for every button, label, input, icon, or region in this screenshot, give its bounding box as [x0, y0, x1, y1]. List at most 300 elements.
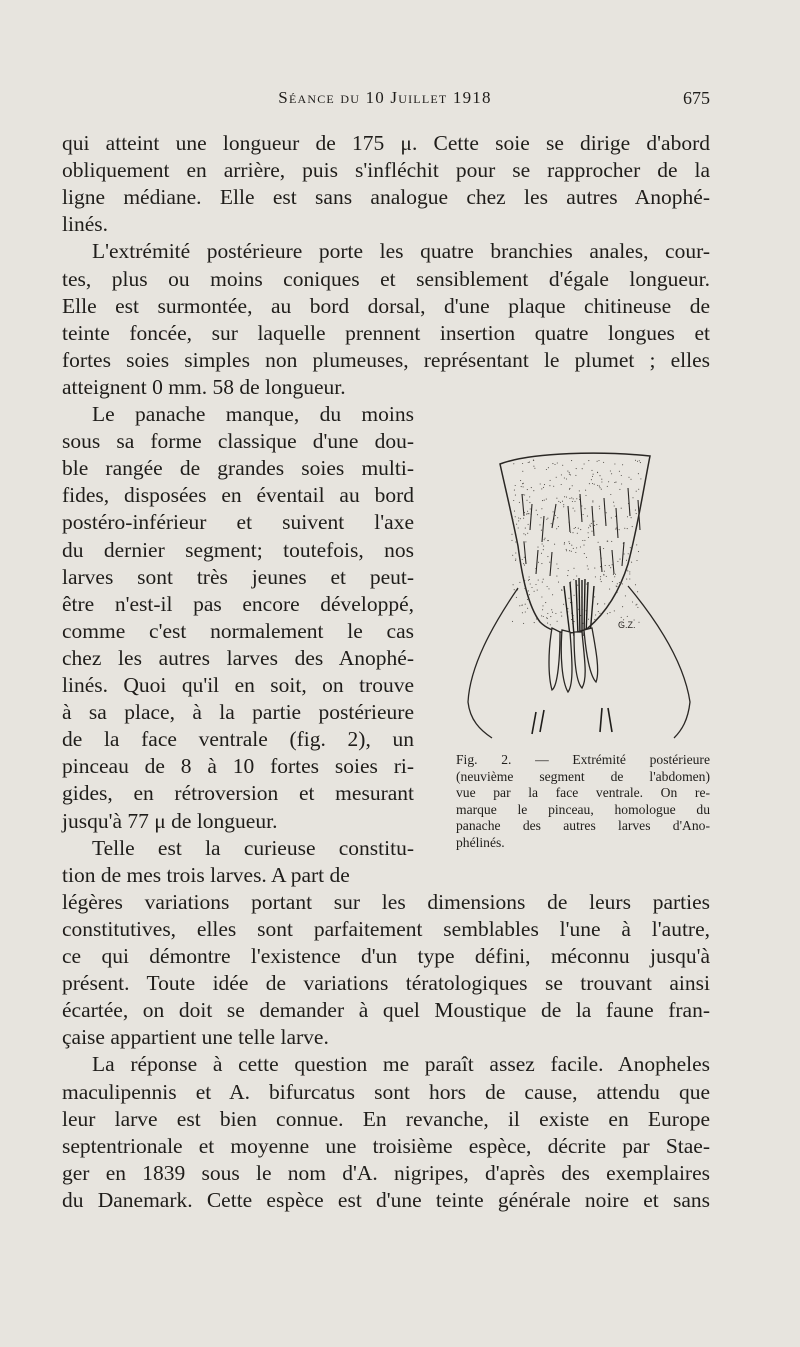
stipple-dot: [632, 497, 633, 498]
running-title: Séance du 10 Juillet 1918: [278, 88, 492, 107]
stipple-dot: [603, 462, 604, 463]
stipple-dot: [547, 613, 548, 614]
text-line: jusqu'à 77 μ de longueur.: [62, 808, 278, 833]
stipple-dot: [604, 603, 605, 604]
stipple-dot: [531, 487, 532, 488]
stipple-dot: [522, 471, 523, 472]
stipple-dot: [515, 516, 516, 517]
stipple-dot: [572, 501, 573, 502]
stipple-dot: [512, 555, 513, 556]
stipple-dot: [574, 595, 575, 596]
text-line: ligne médiane. Elle est sans analogue chez les autres Anophé-: [62, 185, 710, 210]
stipple-dot: [525, 541, 526, 542]
stipple-dot: [591, 470, 592, 471]
stipple-dot: [578, 528, 579, 529]
text-line: à sa place, à la partie postérieure: [62, 700, 414, 725]
stipple-dot: [611, 541, 612, 542]
stipple-dot: [555, 613, 556, 614]
stipple-dot: [629, 573, 630, 574]
stipple-dot: [573, 548, 574, 549]
stipple-dot: [583, 514, 584, 515]
text-line: être n'est-il pas encore développé,: [62, 591, 414, 616]
stipple-dot: [640, 478, 641, 479]
stipple-dot: [598, 460, 599, 461]
stipple-dot: [617, 583, 618, 584]
stipple-dot: [518, 527, 519, 528]
stipple-dot: [589, 483, 590, 484]
stipple-dot: [547, 623, 548, 624]
stipple-dot: [544, 500, 545, 501]
stipple-dot: [638, 551, 639, 552]
stipple-dot: [597, 604, 598, 605]
stipple-dot: [591, 531, 592, 532]
stipple-dot: [592, 476, 593, 477]
stipple-dot: [614, 482, 615, 483]
stipple-dot: [543, 549, 544, 550]
stipple-dot: [541, 596, 542, 597]
stipple-dot: [547, 556, 548, 557]
stipple-dot: [624, 528, 625, 529]
stipple-dot: [539, 524, 540, 525]
stipple-dot: [609, 589, 610, 590]
stipple-dot: [564, 542, 565, 543]
stipple-dot: [534, 622, 535, 623]
stipple-dot: [542, 543, 543, 544]
stipple-dot: [566, 497, 567, 498]
stipple-dot: [632, 601, 633, 602]
stipple-dot: [566, 549, 567, 550]
stipple-dot: [574, 501, 575, 502]
stipple-dot: [538, 562, 539, 563]
stipple-dot: [640, 462, 641, 463]
stipple-dot: [629, 578, 630, 579]
stipple-dot: [597, 472, 598, 473]
stipple-dot: [612, 564, 613, 565]
stipple-dot: [622, 583, 623, 584]
stipple-dot: [635, 510, 636, 511]
stipple-dot: [597, 461, 598, 462]
stipple-dot: [527, 608, 528, 609]
text-line: fides, disposées en éventail au bord: [62, 483, 414, 508]
stipple-dot: [576, 468, 577, 469]
text-line: gides, en rétroversion et mesurant: [62, 781, 414, 806]
stipple-dot: [529, 462, 530, 463]
stipple-dot: [637, 461, 638, 462]
stipple-dot: [584, 553, 585, 554]
stipple-dot: [626, 560, 627, 561]
stipple-dot: [601, 581, 602, 582]
stipple-dot: [515, 559, 516, 560]
stipple-dot: [512, 621, 513, 622]
stipple-dot: [621, 475, 622, 476]
stipple-dot: [588, 537, 589, 538]
stipple-dot: [621, 617, 622, 618]
stipple-dot: [601, 481, 602, 482]
stipple-dot: [585, 495, 586, 496]
stipple-dot: [575, 552, 576, 553]
stipple-dot: [561, 484, 562, 485]
stipple-dot: [595, 614, 596, 615]
stipple-dot: [547, 518, 548, 519]
stipple-dot: [513, 463, 514, 464]
stipple-dot: [635, 460, 636, 461]
stipple-dot: [557, 517, 558, 518]
stipple-dot: [571, 545, 572, 546]
stipple-dot: [553, 486, 554, 487]
stipple-dot: [584, 508, 585, 509]
stipple-dot: [519, 582, 520, 583]
stipple-dot: [628, 553, 629, 554]
stipple-dot: [525, 534, 526, 535]
stipple-dot: [541, 563, 542, 564]
text-line: septentrionale et moyenne une troisième espèce, décrite par Stae-: [62, 1133, 710, 1158]
stipple-dot: [580, 546, 581, 547]
stipple-dot: [573, 498, 574, 499]
stipple-dot: [587, 516, 588, 517]
stipple-dot: [628, 477, 629, 478]
stipple-dot: [574, 510, 575, 511]
stipple-dot: [519, 502, 520, 503]
stipple-dot: [522, 559, 523, 560]
stipple-dot: [577, 533, 578, 534]
stipple-dot: [550, 616, 551, 617]
stipple-dot: [630, 547, 631, 548]
stipple-dot: [600, 576, 601, 577]
stipple-dot: [608, 481, 609, 482]
stipple-dot: [514, 589, 515, 590]
stipple-dot: [607, 486, 608, 487]
stipple-dot: [558, 501, 559, 502]
stipple-dot: [549, 485, 550, 486]
stipple-dot: [562, 501, 563, 502]
stipple-dot: [568, 541, 569, 542]
stipple-dot: [522, 612, 523, 613]
stipple-dot: [554, 464, 555, 465]
caption-line: vue par la face ventrale. On re-: [456, 785, 710, 800]
stipple-dot: [563, 504, 564, 505]
stipple-dot: [611, 473, 612, 474]
stipple-dot: [534, 468, 535, 469]
stipple-dot: [571, 551, 572, 552]
stipple-dot: [607, 613, 608, 614]
stipple-dot: [519, 605, 520, 606]
stipple-dot: [573, 568, 574, 569]
stipple-dot: [576, 498, 577, 499]
stipple-dot: [599, 486, 600, 487]
stipple-dot: [566, 550, 567, 551]
stipple-dot: [588, 527, 589, 528]
stipple-dot: [630, 479, 631, 480]
stipple-dot: [541, 488, 542, 489]
stipple-dot: [561, 474, 562, 475]
stipple-dot: [611, 517, 612, 518]
stipple-dot: [564, 544, 565, 545]
text-line: linés.: [62, 212, 108, 237]
stipple-dot: [561, 589, 562, 590]
stipple-dot: [524, 565, 525, 566]
stipple-dot: [544, 538, 545, 539]
stipple-dot: [614, 610, 615, 611]
stipple-dot: [515, 541, 516, 542]
stipple-dot: [636, 544, 637, 545]
stipple-dot: [531, 587, 532, 588]
stipple-dot: [637, 607, 638, 608]
stipple-dot: [566, 478, 567, 479]
stipple-dot: [525, 604, 526, 605]
stipple-dot: [537, 547, 538, 548]
stipple-dot: [621, 508, 622, 509]
stipple-dot: [592, 501, 593, 502]
stipple-dot: [561, 612, 562, 613]
stipple-dot: [515, 560, 516, 561]
text-line: postéro-inférieur et suivent l'axe: [62, 510, 414, 535]
stipple-dot: [543, 546, 544, 547]
caption-line: Fig. 2. — Extrémité postérieure: [456, 752, 710, 767]
stipple-dot: [604, 571, 605, 572]
text-line: L'extrémité postérieure porte les quatre branchies anales, cour-: [92, 239, 710, 264]
stipple-dot: [541, 508, 542, 509]
stipple-dot: [513, 584, 514, 585]
stipple-dot: [533, 460, 534, 461]
stipple-dot: [580, 529, 581, 530]
stipple-dot: [544, 539, 545, 540]
stipple-dot: [514, 511, 515, 512]
stipple-dot: [638, 473, 639, 474]
caption-line: marque le pinceau, homologue du: [456, 801, 710, 817]
stipple-dot: [561, 616, 562, 617]
stipple-dot: [514, 490, 515, 491]
stipple-dot: [635, 584, 636, 585]
stipple-dot: [545, 602, 546, 603]
stipple-dot: [543, 616, 544, 617]
stipple-dot: [576, 575, 577, 576]
text-line: La réponse à cette question me paraît assez facile. Anopheles: [92, 1052, 710, 1077]
stipple-dot: [523, 563, 524, 564]
stipple-dot: [529, 579, 530, 580]
stipple-dot: [575, 527, 576, 528]
stipple-dot: [552, 594, 553, 595]
stipple-dot: [582, 540, 583, 541]
page-number: 675: [683, 88, 710, 108]
stipple-dot: [627, 570, 628, 571]
stipple-dot: [571, 497, 572, 498]
stipple-dot: [631, 562, 632, 563]
stipple-dot: [627, 516, 628, 517]
stipple-dot: [525, 528, 526, 529]
stipple-dot: [552, 463, 553, 464]
stipple-dot: [544, 484, 545, 485]
stipple-dot: [585, 490, 586, 491]
text-line: du dernier segment; toutefois, nos: [62, 537, 414, 562]
stipple-dot: [533, 466, 534, 467]
stipple-dot: [551, 609, 552, 610]
stipple-dot: [609, 565, 610, 566]
stipple-dot: [606, 576, 607, 577]
stipple-dot: [515, 485, 516, 486]
stipple-dot: [520, 518, 521, 519]
stipple-dot: [619, 582, 620, 583]
stipple-dot: [556, 498, 557, 499]
stipple-dot: [595, 576, 596, 577]
text-line: qui atteint une longueur de 175 μ. Cette soie se dirige d'abord: [62, 131, 710, 155]
stipple-dot: [592, 500, 593, 501]
stipple-dot: [554, 544, 555, 545]
stipple-dot: [638, 489, 639, 490]
stipple-dot: [521, 605, 522, 606]
stipple-dot: [541, 553, 542, 554]
stipple-dot: [526, 500, 527, 501]
stipple-dot: [537, 514, 538, 515]
text-line: leur larve est bien connue. En revanche, il existe en Europe: [62, 1106, 710, 1131]
stipple-dot: [516, 524, 517, 525]
stipple-dot: [569, 498, 570, 499]
stipple-dot: [607, 541, 608, 542]
stipple-dot: [639, 460, 640, 461]
stipple-dot: [511, 540, 512, 541]
stipple-dot: [547, 618, 548, 619]
text-line: ble rangée de grandes soies multi-: [62, 456, 414, 481]
stipple-dot: [533, 490, 534, 491]
stipple-dot: [574, 621, 575, 622]
stipple-dot: [547, 540, 548, 541]
stipple-dot: [546, 519, 547, 520]
stipple-dot: [560, 502, 561, 503]
stipple-dot: [542, 609, 543, 610]
text-line: du Danemark. Cette espèce est d'une teinte générale noire et sans: [62, 1187, 710, 1212]
stipple-dot: [518, 520, 519, 521]
stipple-dot: [563, 506, 564, 507]
stipple-dot: [562, 465, 563, 466]
stipple-dot: [603, 548, 604, 549]
figure-caption: [456, 752, 710, 851]
stipple-dot: [542, 500, 543, 501]
text-line: légères variations portant sur les dimensions de leurs parties: [62, 889, 710, 914]
stipple-dot: [558, 568, 559, 569]
stipple-dot: [594, 619, 595, 620]
stipple-dot: [535, 584, 536, 585]
stipple-dot: [610, 494, 611, 495]
stipple-dot: [555, 515, 556, 516]
text-line: Telle est la curieuse constitu-: [92, 835, 414, 860]
lower-marks: [532, 708, 612, 734]
stipple-dot: [569, 472, 570, 473]
stipple-dot: [530, 508, 531, 509]
illustrator-signature: G.Z.: [618, 620, 636, 630]
stipple-dot: [524, 494, 525, 495]
stipple-dot: [516, 597, 517, 598]
text-line: pinceau de 8 à 10 fortes soies ri-: [62, 754, 414, 779]
stipple-dot: [528, 524, 529, 525]
stipple-dot: [553, 511, 554, 512]
stipple-dot: [540, 483, 541, 484]
stipple-dot: [577, 585, 578, 586]
stipple-dot: [564, 496, 565, 497]
stipple-dot: [599, 487, 600, 488]
stipple-dot: [536, 618, 537, 619]
stipple-dot: [615, 529, 616, 530]
stipple-dot: [529, 594, 530, 595]
stipple-dot: [624, 553, 625, 554]
stipple-dot: [584, 463, 585, 464]
text-line: écartée, on doit se demander à quel Moustique de la faune fran-: [62, 998, 710, 1023]
stipple-dot: [593, 521, 594, 522]
stipple-dot: [572, 532, 573, 533]
stipple-dot: [601, 489, 602, 490]
stipple-dot: [528, 580, 529, 581]
text-line: constitutives, elles sont parfaitement semblables l'une à l'autre,: [62, 916, 710, 941]
text-line: Elle est surmontée, au bord dorsal, d'une plaque chitineuse de: [62, 293, 710, 318]
segment-outline: [500, 453, 650, 633]
stipple-dot: [621, 483, 622, 484]
stipple-dot: [568, 570, 569, 571]
stipple-dot: [617, 561, 618, 562]
stipple-dot: [587, 565, 588, 566]
text-line: atteignent 0 mm. 58 de longueur.: [62, 374, 346, 399]
stipple-dot: [576, 547, 577, 548]
stipple-dot: [558, 582, 559, 583]
stipple-dot: [515, 552, 516, 553]
stipple-dot: [610, 567, 611, 568]
text-line: ce qui démontre l'existence d'un type défini, méconnu jusqu'à: [62, 944, 710, 968]
stipple-dot: [614, 576, 615, 577]
stipple-dot: [592, 483, 593, 484]
stipple-dot: [527, 513, 528, 514]
stipple-dot: [588, 532, 589, 533]
stipple-dot: [626, 569, 627, 570]
stipple-dot: [542, 605, 543, 606]
stipple-dot: [569, 489, 570, 490]
stipple-dot: [524, 557, 525, 558]
stipple-dot: [546, 499, 547, 500]
stipple-dot: [549, 562, 550, 563]
stipple-dot: [636, 513, 637, 514]
stipple-dot: [601, 479, 602, 480]
stipple-dot: [513, 500, 514, 501]
text-line: çaise appartient une telle larve.: [62, 1025, 329, 1050]
stipple-dot: [612, 581, 613, 582]
stipple-dot: [570, 532, 571, 533]
stipple-dot: [540, 517, 541, 518]
stipple-dot: [550, 624, 551, 625]
text-line: larves sont très jeunes et peut-: [62, 564, 414, 589]
stipple-dot: [615, 482, 616, 483]
stipple-dot: [537, 590, 538, 591]
stipple-dot: [541, 530, 542, 531]
stipple-dot: [635, 604, 636, 605]
text-line: Le panache manque, du moins: [92, 402, 414, 426]
stipple-dot: [594, 568, 595, 569]
text-line: fortes soies simples non plumeuses, représentant le plumet ; elles: [62, 347, 710, 372]
stipple-dot: [599, 508, 600, 509]
stipple-dot: [598, 611, 599, 612]
stipple-dot: [582, 468, 583, 469]
stipple-dot: [619, 489, 620, 490]
stipple-dot: [542, 582, 543, 583]
stipple-dot: [636, 491, 637, 492]
stipple-dot: [609, 612, 610, 613]
text-line: linés. Quoi qu'il en soit, on trouve: [62, 673, 414, 697]
stipple-dot: [569, 550, 570, 551]
stipple-dot: [520, 480, 521, 481]
stipple-dot: [622, 606, 623, 607]
stipple-dot: [527, 511, 528, 512]
stipple-dot: [591, 523, 592, 524]
stipple-dot: [605, 565, 606, 566]
stipple-dot: [610, 470, 611, 471]
stipple-dot: [522, 463, 523, 464]
stipple-dot: [571, 460, 572, 461]
stipple-dot: [543, 579, 544, 580]
